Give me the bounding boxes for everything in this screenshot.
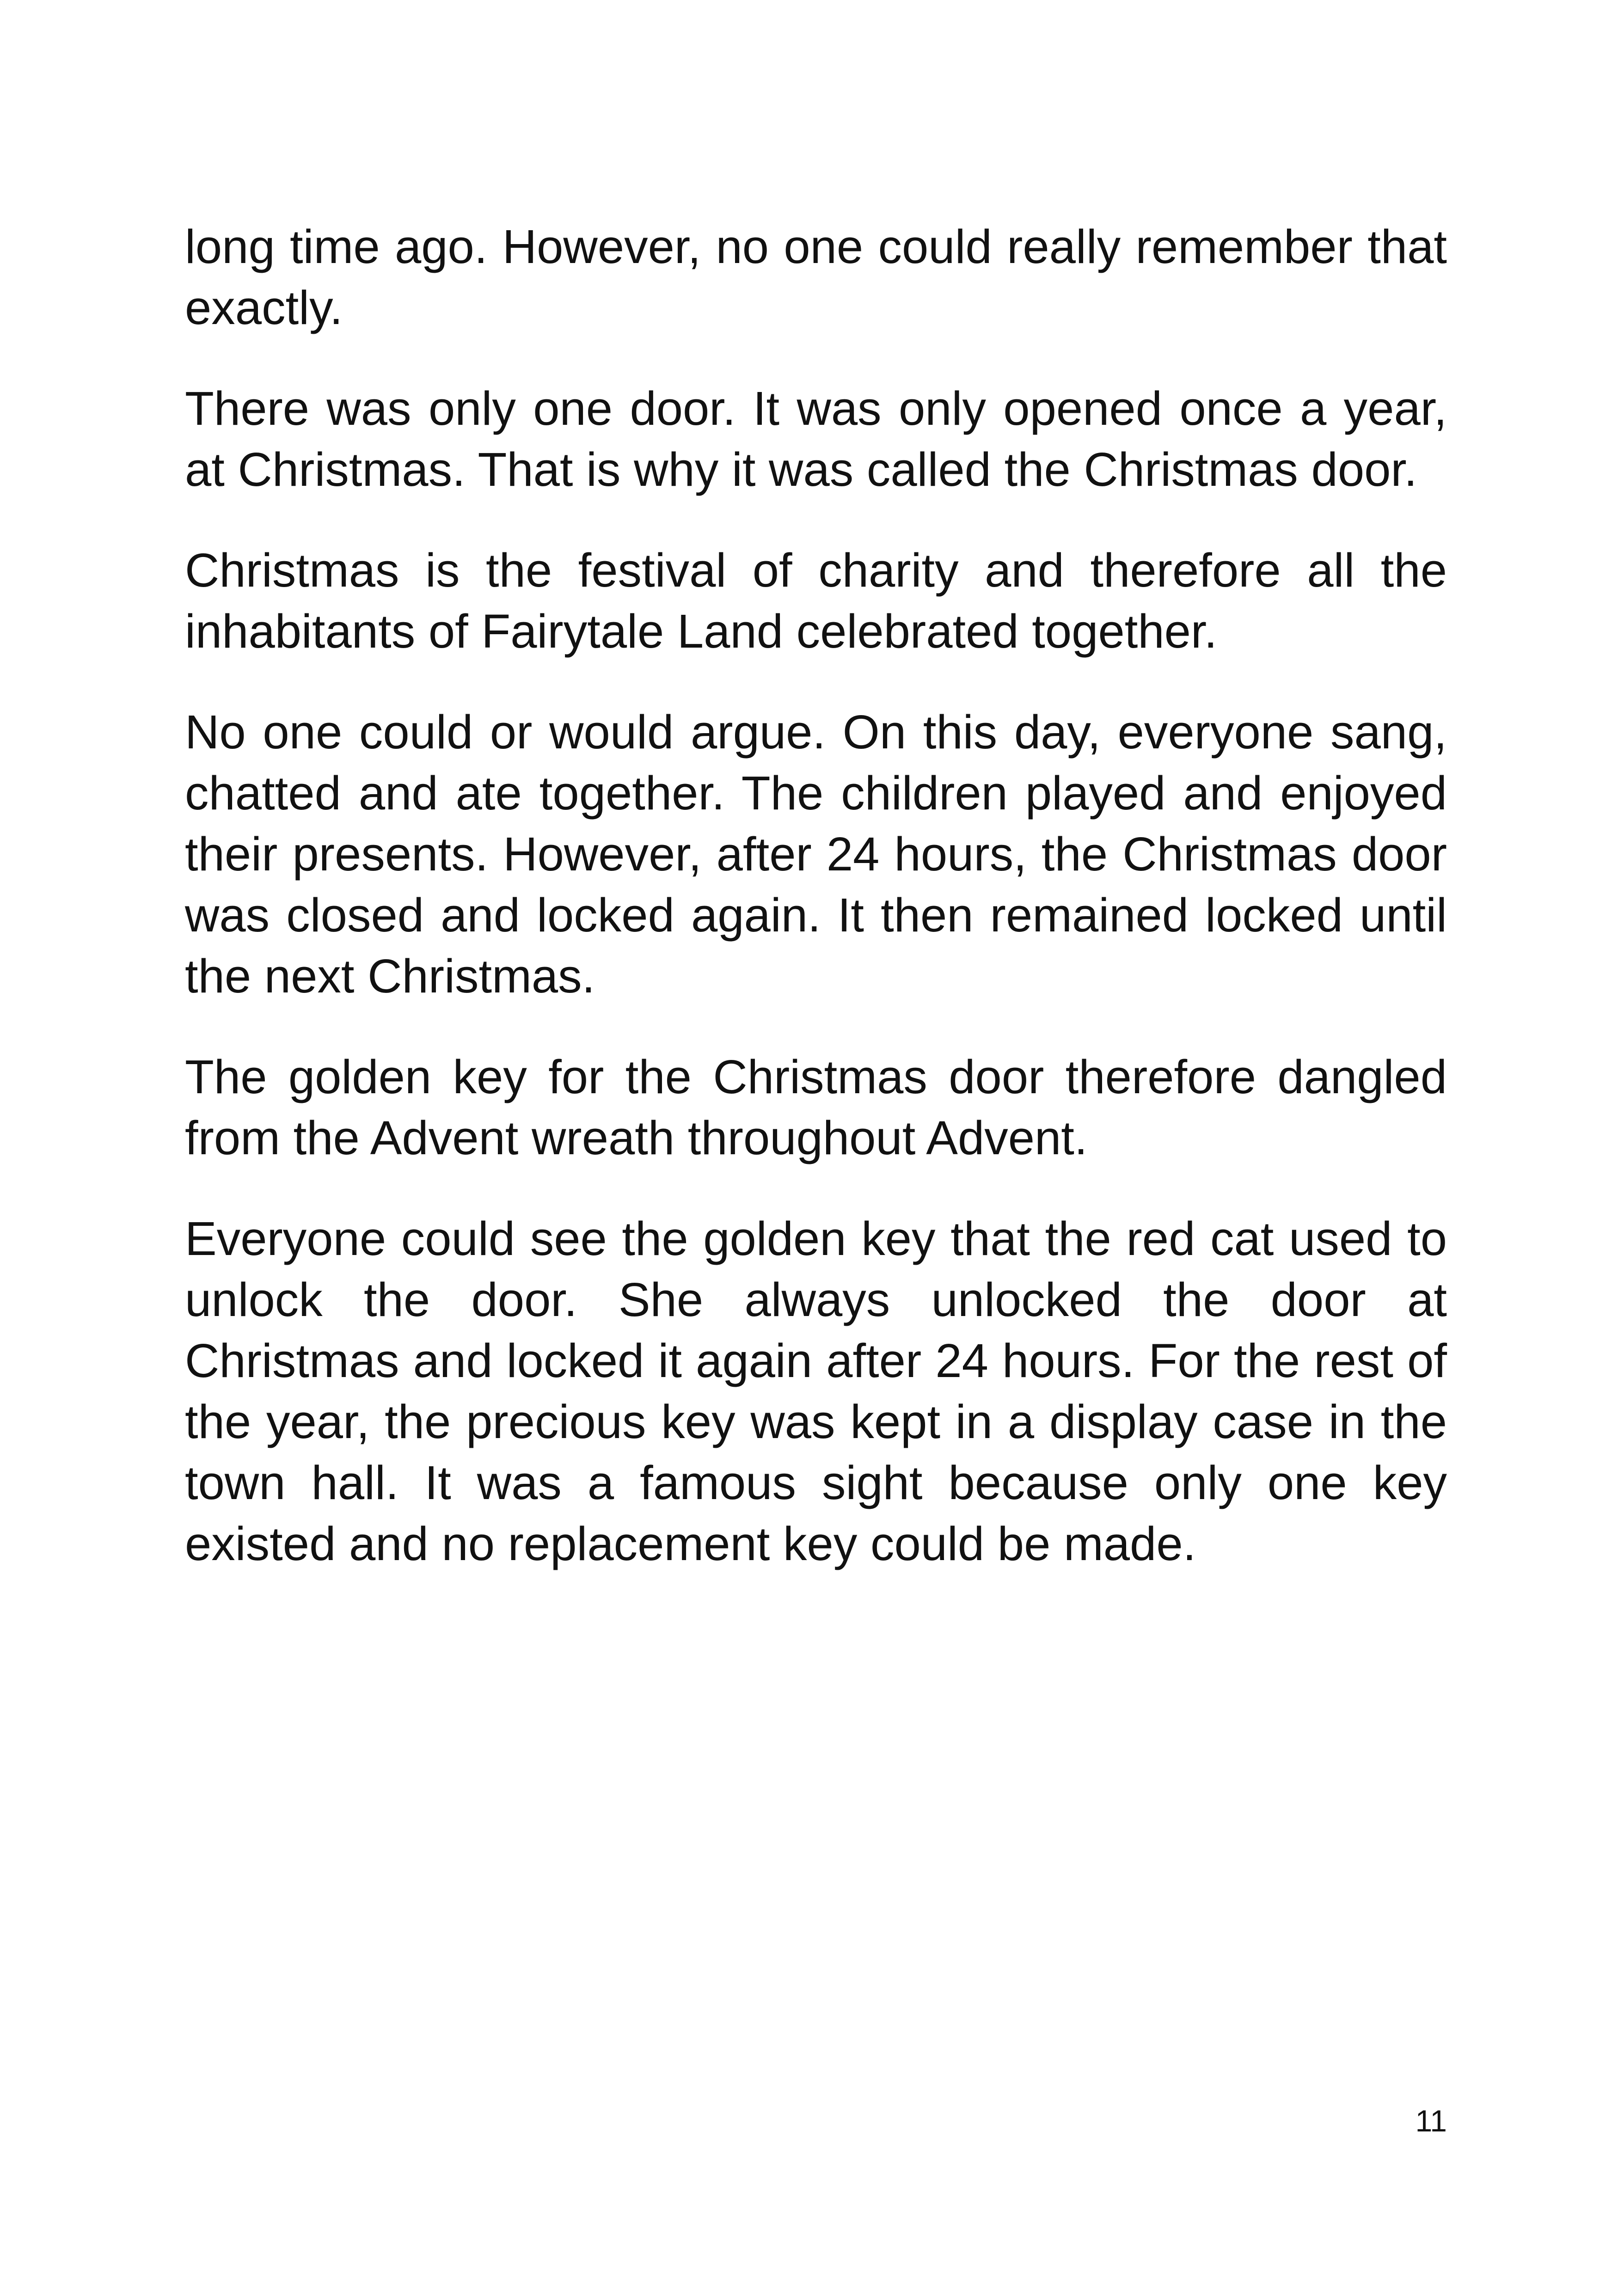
paragraph: There was only one door. It was only opened once a year, at Christmas. That is why it was called the Christmas door. [185,382,1447,496]
paragraph: Christmas is the festival of charity and therefore all the inhabitants of Fairytale Land celebrated together. [185,544,1447,658]
paragraph: long time ago. However, no one could really remember that exactly. [185,220,1447,334]
paragraph: No one could or would argue. On this day, everyone sang, chatted and ate together. The children played and enjoyed their presents. However, after 24 hours, the Christmas door was closed and locked again. It then remained locked until the next Christmas. [185,705,1447,1003]
paragraph: Everyone could see the golden key that the red cat used to unlock the door. She always unlocked the door at Christmas and locked it again after 24 hours. For the rest of the year, the precious key was kept in a display case in the town hall. It was a famous sight because only one key existed and no replacement key could be made. [185,1212,1447,1570]
paragraph: The golden key for the Christmas door therefore dangled from the Advent wreath throughout Advent. [185,1050,1447,1164]
body-text [185,216,1447,1614]
page-number: 11 [1415,2104,1447,2138]
